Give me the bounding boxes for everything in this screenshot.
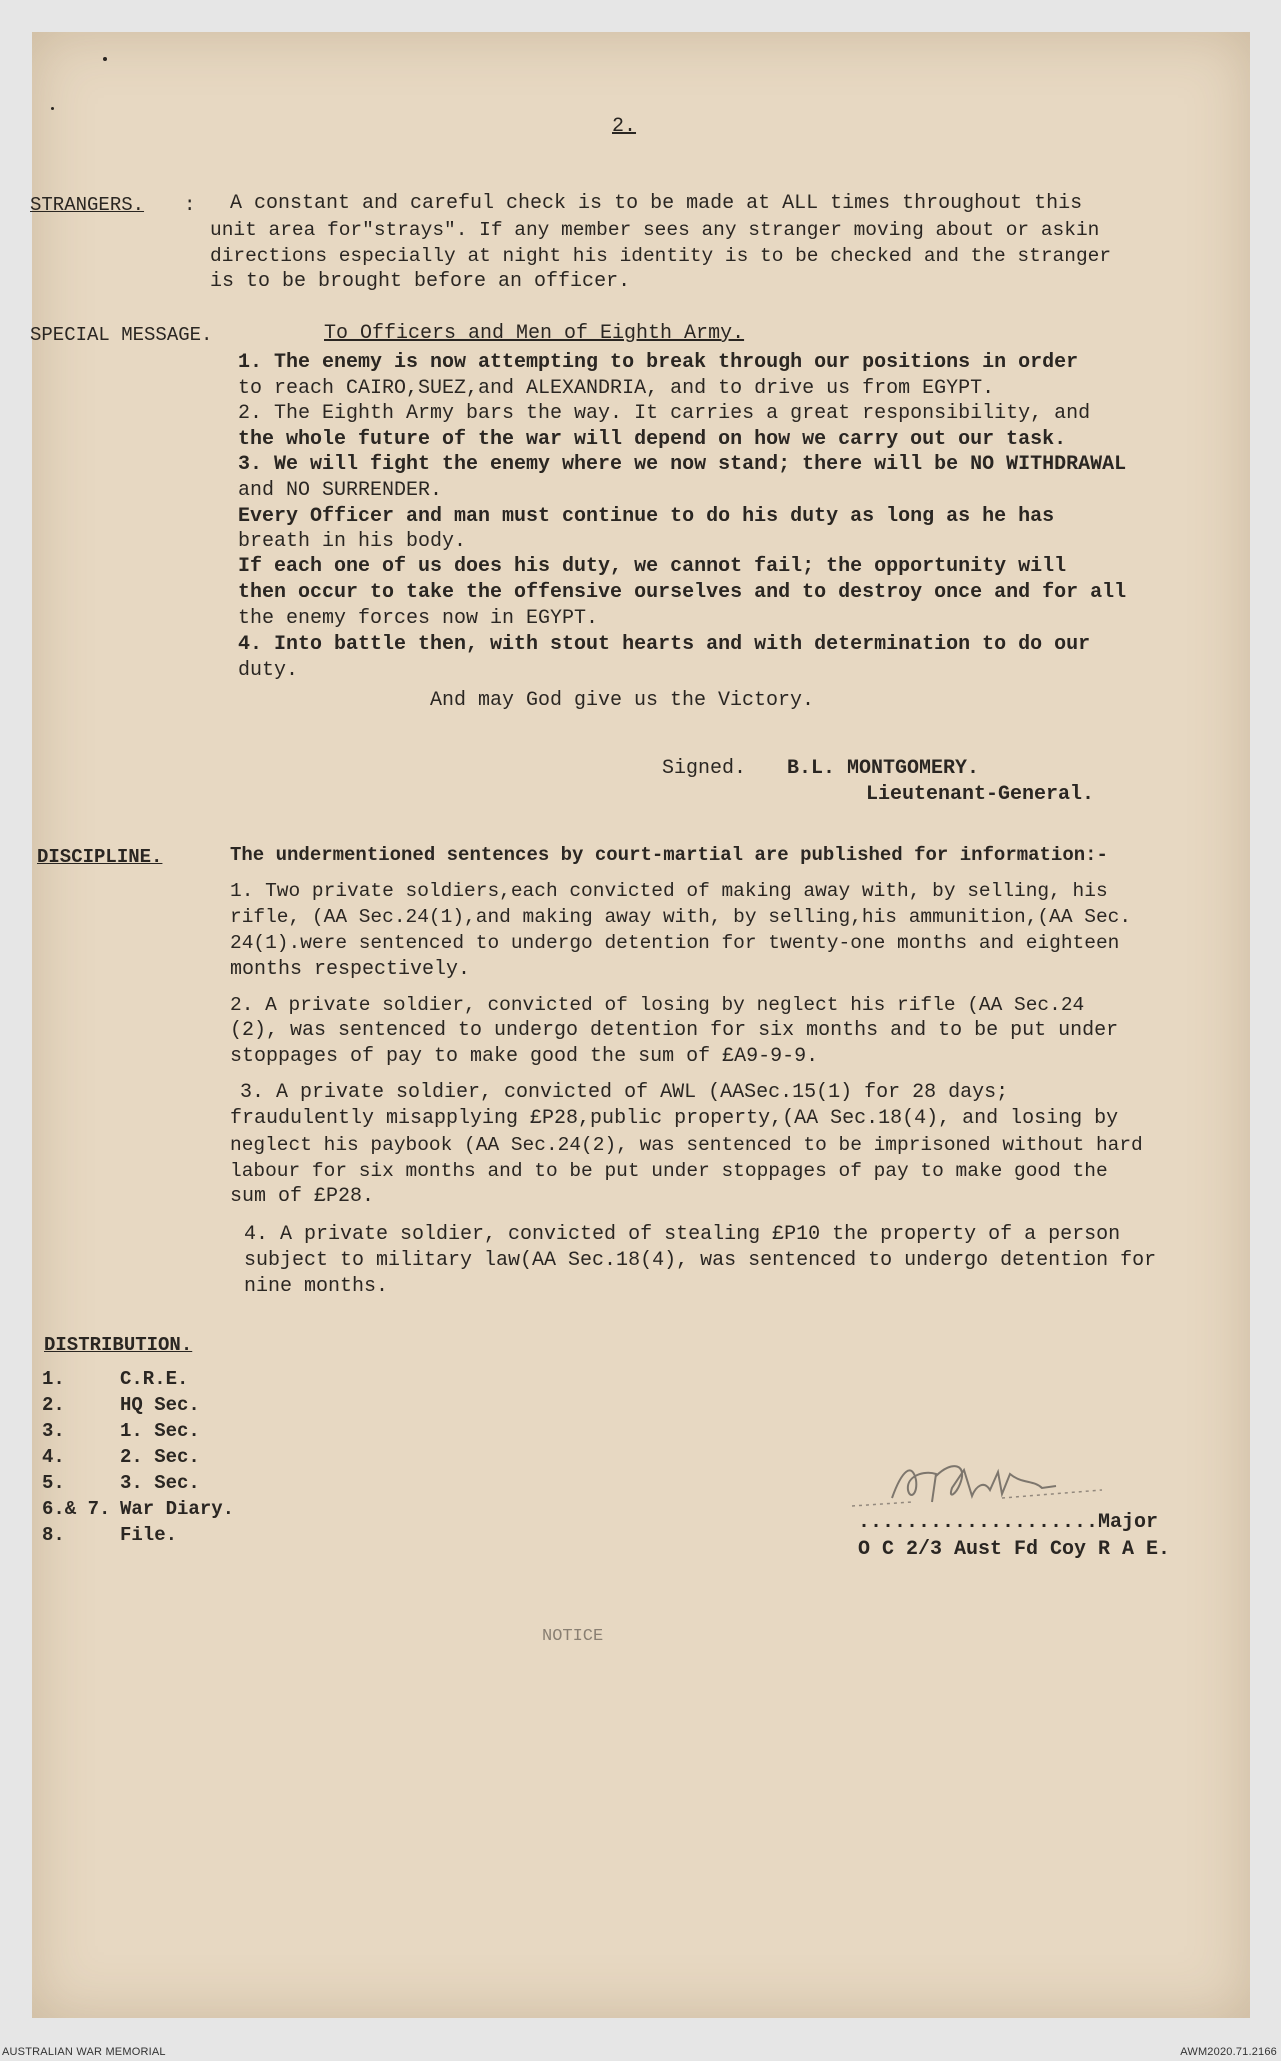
message-line: the enemy forces now in EGYPT.	[238, 607, 599, 630]
notice-text: NOTICE	[542, 1627, 604, 1646]
distribution-num: 8.	[42, 1524, 65, 1546]
distribution-name: 1. Sec.	[120, 1420, 200, 1442]
special-message-label: SPECIAL MESSAGE.	[30, 324, 213, 346]
distribution-name: C.R.E.	[120, 1368, 189, 1390]
strangers-line: is to be brought before an officer.	[210, 270, 631, 293]
strangers-line: A constant and careful check is to be made at ALL times throughout this	[230, 192, 1083, 215]
message-closing: And may God give us the Victory.	[430, 689, 815, 712]
distribution-num: 4.	[42, 1446, 65, 1468]
signed-name: B.L. MONTGOMERY.	[787, 757, 980, 780]
message-line: If each one of us does his duty, we cannot fail; the opportunity will	[238, 555, 1067, 578]
message-line: 4. Into battle then, with stout hearts and with determination to do our	[238, 633, 1091, 656]
signed-rank: Lieutenant-General.	[866, 783, 1095, 806]
distribution-name: File.	[120, 1524, 178, 1546]
discipline-line: nine months.	[244, 1275, 389, 1298]
message-line: 3. We will fight the enemy where we now stand; there will be NO WITHDRAWAL	[238, 453, 1127, 476]
discipline-line: 24(1).were sentenced to undergo detention for twenty-one months and eighteen	[230, 932, 1120, 954]
message-line: Every Officer and man must continue to do his duty as long as he has	[238, 505, 1055, 528]
footer-accession-number: AWM2020.71.2166	[1180, 2046, 1277, 2058]
discipline-line: 1. Two private soldiers,each convicted of making away with, by selling, his	[230, 880, 1108, 902]
discipline-line: months respectively.	[230, 958, 471, 981]
discipline-line: 2. A private soldier, convicted of losing by neglect his rifle (AA Sec.24	[230, 994, 1085, 1016]
signed-label: Signed.	[662, 757, 747, 780]
discipline-line: stoppages of pay to make good the sum of £A9-9-9.	[230, 1045, 819, 1068]
distribution-num: 1.	[42, 1368, 65, 1390]
discipline-label: DISCIPLINE.	[37, 846, 163, 868]
message-line: duty.	[238, 659, 299, 682]
strangers-line: unit area for"strays". If any member sees any stranger moving about or askin	[210, 219, 1100, 241]
discipline-intro: The undermentioned sentences by court-martial are published for information:-	[230, 844, 1108, 866]
discipline-line: fraudulently misapplying £P28,public property,(AA Sec.18(4), and losing by	[230, 1107, 1119, 1130]
message-line: 1. The enemy is now attempting to break through our positions in order	[238, 351, 1079, 374]
signature-unit-line: O C 2/3 Aust Fd Coy R A E.	[858, 1538, 1171, 1561]
distribution-name: HQ Sec.	[120, 1394, 200, 1416]
message-line: the whole future of the war will depend on how we carry out our task.	[238, 428, 1067, 451]
discipline-line: (2), was sentenced to undergo detention for six months and to be put under	[230, 1019, 1119, 1042]
message-line: to reach CAIRO,SUEZ,and ALEXANDRIA, and to drive us from EGYPT.	[238, 377, 995, 400]
message-line: then occur to take the offensive ourselves and to destroy once and for all	[238, 581, 1127, 604]
distribution-num: 6.& 7.	[42, 1498, 111, 1520]
discipline-line: sum of £P28.	[230, 1185, 375, 1208]
discipline-line: 3. A private soldier, convicted of AWL (AASec.15(1) for 28 days;	[240, 1081, 1009, 1104]
strangers-line: directions especially at night his identity is to be checked and the stranger	[210, 245, 1112, 267]
discipline-line: neglect his paybook (AA Sec.24(2), was sentenced to be imprisoned without hard	[230, 1134, 1143, 1156]
message-line: breath in his body.	[238, 530, 467, 553]
distribution-num: 2.	[42, 1394, 65, 1416]
document-page	[32, 32, 1250, 2018]
strangers-label: STRANGERS.	[30, 194, 145, 216]
distribution-num: 5.	[42, 1472, 65, 1494]
ink-speck	[103, 57, 107, 61]
discipline-line: labour for six months and to be put under stoppages of pay to make good the	[230, 1160, 1108, 1182]
distribution-name: War Diary.	[120, 1498, 235, 1520]
strangers-marker: :	[184, 194, 196, 216]
page-number: 2.	[612, 115, 637, 138]
distribution-num: 3.	[42, 1420, 65, 1442]
distribution-name: 3. Sec.	[120, 1472, 200, 1494]
discipline-line: rifle, (AA Sec.24(1),and making away with, by selling,his ammunition,(AA Sec.	[230, 906, 1132, 928]
message-line: 2. The Eighth Army bars the way. It carries a great responsibility, and	[238, 402, 1091, 425]
special-message-heading: To Officers and Men of Eighth Army.	[324, 322, 745, 345]
discipline-line: 4. A private soldier, convicted of stealing £P10 the property of a person	[244, 1223, 1121, 1246]
distribution-name: 2. Sec.	[120, 1446, 200, 1468]
discipline-line: subject to military law(AA Sec.18(4), was sentenced to undergo detention for	[244, 1249, 1157, 1272]
distribution-label: DISTRIBUTION.	[44, 1334, 193, 1356]
signature-rank-line: ....................Major	[858, 1511, 1159, 1534]
footer-institution: AUSTRALIAN WAR MEMORIAL	[2, 2046, 166, 2058]
ink-speck	[51, 107, 54, 110]
message-line: and NO SURRENDER.	[238, 479, 443, 502]
